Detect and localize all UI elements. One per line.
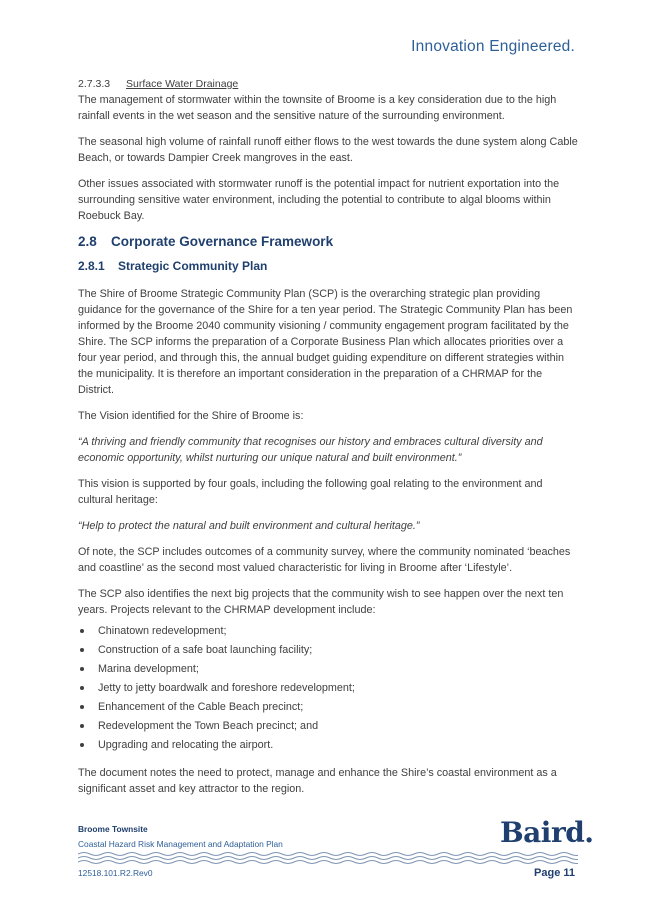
section-number: 2.7.3.3 bbox=[78, 78, 111, 90]
footer-project-info bbox=[78, 824, 283, 849]
bullet-icon bbox=[80, 629, 84, 633]
list-item: Marina development; bbox=[78, 660, 578, 679]
paragraph: Other issues associated with stormwater runoff is the potential impact for nutrient exportation into the surrounding sensitive water environment, including the potential to contribute to algal blooms within Roebuck Bay. bbox=[78, 178, 560, 222]
paragraph: This vision is supported by four goals, including the following goal relating to the environment and cultural heritage: bbox=[78, 478, 543, 506]
bullet-icon bbox=[80, 724, 84, 728]
section-title: Surface Water Drainage bbox=[126, 78, 239, 90]
wave-divider-icon bbox=[78, 850, 578, 866]
baird-logo: Baird. bbox=[500, 816, 594, 849]
section-number: 2.8 bbox=[78, 234, 97, 249]
document-id: 12518.101.R2.Rev0 bbox=[78, 868, 153, 878]
company-tagline: Innovation Engineered. bbox=[411, 38, 575, 55]
footer-project-title: Broome Townsite bbox=[78, 824, 148, 834]
paragraph: The document notes the need to protect, manage and enhance the Shire’s coastal environment as a significant asset and key attractor to the region. bbox=[78, 767, 557, 795]
bullet-icon bbox=[80, 686, 84, 690]
bullet-icon bbox=[80, 705, 84, 709]
list-item: Chinatown redevelopment; bbox=[78, 622, 578, 641]
page-content bbox=[78, 76, 578, 807]
section-title: Corporate Governance Framework bbox=[111, 234, 334, 249]
bullet-icon bbox=[80, 648, 84, 652]
section-title: Strategic Community Plan bbox=[118, 259, 268, 273]
bullet-icon bbox=[80, 743, 84, 747]
paragraph: The Vision identified for the Shire of Broome is: bbox=[78, 410, 304, 422]
list-item: Upgrading and relocating the airport. bbox=[78, 736, 578, 755]
paragraph: The SCP also identifies the next big projects that the community wish to see happen over the next ten years. Projects relevant to the CHRMAP development include: bbox=[78, 588, 564, 616]
list-item: Enhancement of the Cable Beach precinct; bbox=[78, 698, 578, 717]
section-heading-2-8 bbox=[78, 234, 578, 250]
paragraph: The Shire of Broome Strategic Community Plan (SCP) is the overarching strategic plan providing guidance for the governance of the Shire for a ten year period. The Strategic Community Plan has been informed by the Broome 2040 community visioning / community engagement program facilitated by the Shire. The SCP informs the preparation of a Corporate Business Plan which allocates priorities over a four year period, and through this, the annual budget guiding expenditure on different strategies within the municipality. It is therefore an important consideration in the preparation of a CHRMAP for the District. bbox=[78, 288, 573, 396]
section-heading-2-8-1 bbox=[78, 258, 578, 274]
bullet-icon bbox=[80, 667, 84, 671]
projects-list bbox=[78, 622, 578, 755]
vision-quote: “A thriving and friendly community that recognises our history and embraces cultural diversity and economic opportunity, whilst nurturing our unique natural and built environment.” bbox=[78, 436, 543, 464]
list-item: Redevelopment the Town Beach precinct; and bbox=[78, 717, 578, 736]
list-item: Construction of a safe boat launching facility; bbox=[78, 641, 578, 660]
section-heading-2-7-3-3 bbox=[78, 76, 578, 92]
page-number: Page 11 bbox=[534, 867, 575, 879]
paragraph: The management of stormwater within the townsite of Broome is a key consideration due to the high rainfall events in the wet season and the sensitive nature of the surrounding environment. bbox=[78, 94, 557, 122]
paragraph: The seasonal high volume of rainfall runoff either flows to the west towards the dune system along Cable Beach, or towards Dampier Creek mangroves in the east. bbox=[78, 136, 578, 164]
paragraph: Of note, the SCP includes outcomes of a community survey, where the community nominated ‘beaches and coastline’ as the second most valued characteristic for living in Broome after ‘Lifestyle’. bbox=[78, 546, 571, 574]
footer-project-subtitle: Coastal Hazard Risk Management and Adaptation Plan bbox=[78, 839, 283, 849]
section-number: 2.8.1 bbox=[78, 259, 105, 273]
goal-quote: “Help to protect the natural and built environment and cultural heritage.” bbox=[78, 520, 420, 532]
list-item: Jetty to jetty boardwalk and foreshore redevelopment; bbox=[78, 679, 578, 698]
